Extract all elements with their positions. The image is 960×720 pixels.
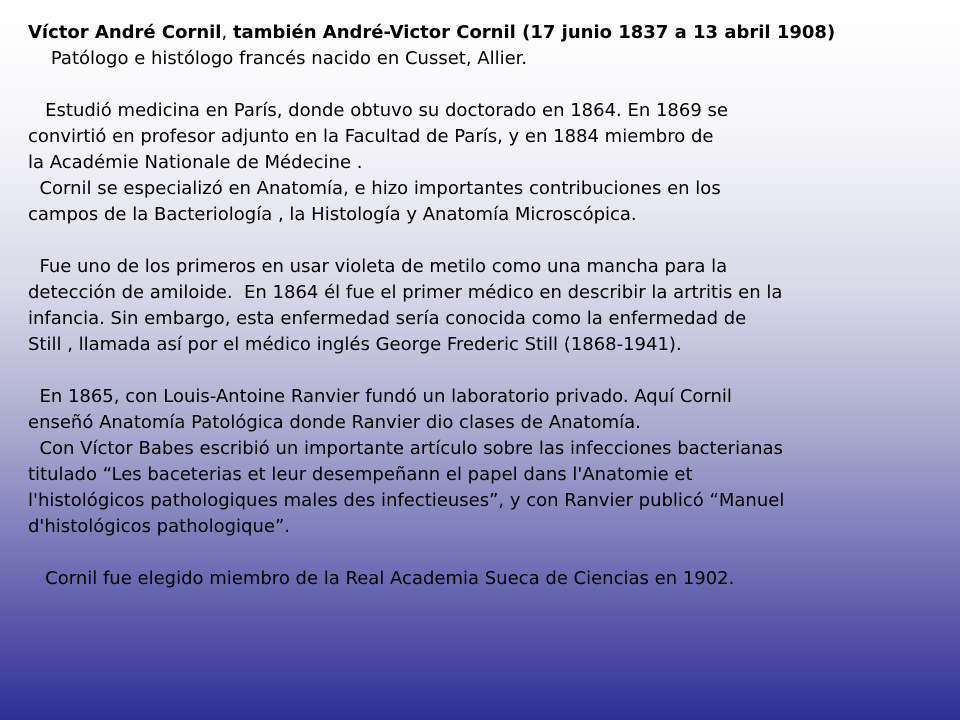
slide-content [28,20,940,592]
body-line: enseñó Anatomía Patológica donde Ranvier dio clases de Anatomía. [28,412,641,433]
title-name: Víctor André Cornil [28,22,222,43]
body-line: la Académie Nationale de Médecine . [28,152,363,173]
blank-line [28,540,940,566]
body-line: Estudió medicina en París, donde obtuvo su doctorado en 1864. En 1869 se [28,100,728,121]
slide-body [28,46,940,592]
title-separator: , [221,22,233,43]
body-line: detección de amiloide. En 1864 él fue el primer médico en describir la artritis en la [28,282,783,303]
body-line: Cornil fue elegido miembro de la Real Academia Sueca de Ciencias en 1902. [28,568,735,589]
body-line: titulado “Les baceterias et leur desempeñann el papel dans l'Anatomie et [28,464,693,485]
body-line: Fue uno de los primeros en usar violeta de metilo como una mancha para la [28,256,728,277]
body-line: Patólogo e histólogo francés nacido en Cusset, Allier. [28,48,528,69]
body-line: Cornil se especializó en Anatomía, e hizo importantes contribuciones en los [28,178,721,199]
body-line: d'histológicos pathologique”. [28,516,291,537]
body-line: campos de la Bacteriología , la Histología y Anatomía Microscópica. [28,204,637,225]
body-line: convirtió en profesor adjunto en la Facultad de París, y en 1884 miembro de [28,126,714,147]
title-rest: también André-Victor Cornil (17 junio 1837 a 13 abril 1908) [232,22,836,43]
body-line: Still , llamada así por el médico inglés George Frederic Still (1868-1941). [28,334,682,355]
body-line: infancia. Sin embargo, esta enfermedad sería conocida como la enfermedad de [28,308,747,329]
body-line: Con Víctor Babes escribió un importante artículo sobre las infecciones bacterianas [28,438,783,459]
body-line: l'histológicos pathologiques males des infectieuses”, y con Ranvier publicó “Manuel [28,490,785,511]
blank-line [28,358,940,384]
blank-line [28,72,940,98]
body-line: En 1865, con Louis-Antoine Ranvier fundó un laboratorio privado. Aquí Cornil [28,386,732,407]
slide-title [28,20,940,46]
blank-line [28,228,940,254]
